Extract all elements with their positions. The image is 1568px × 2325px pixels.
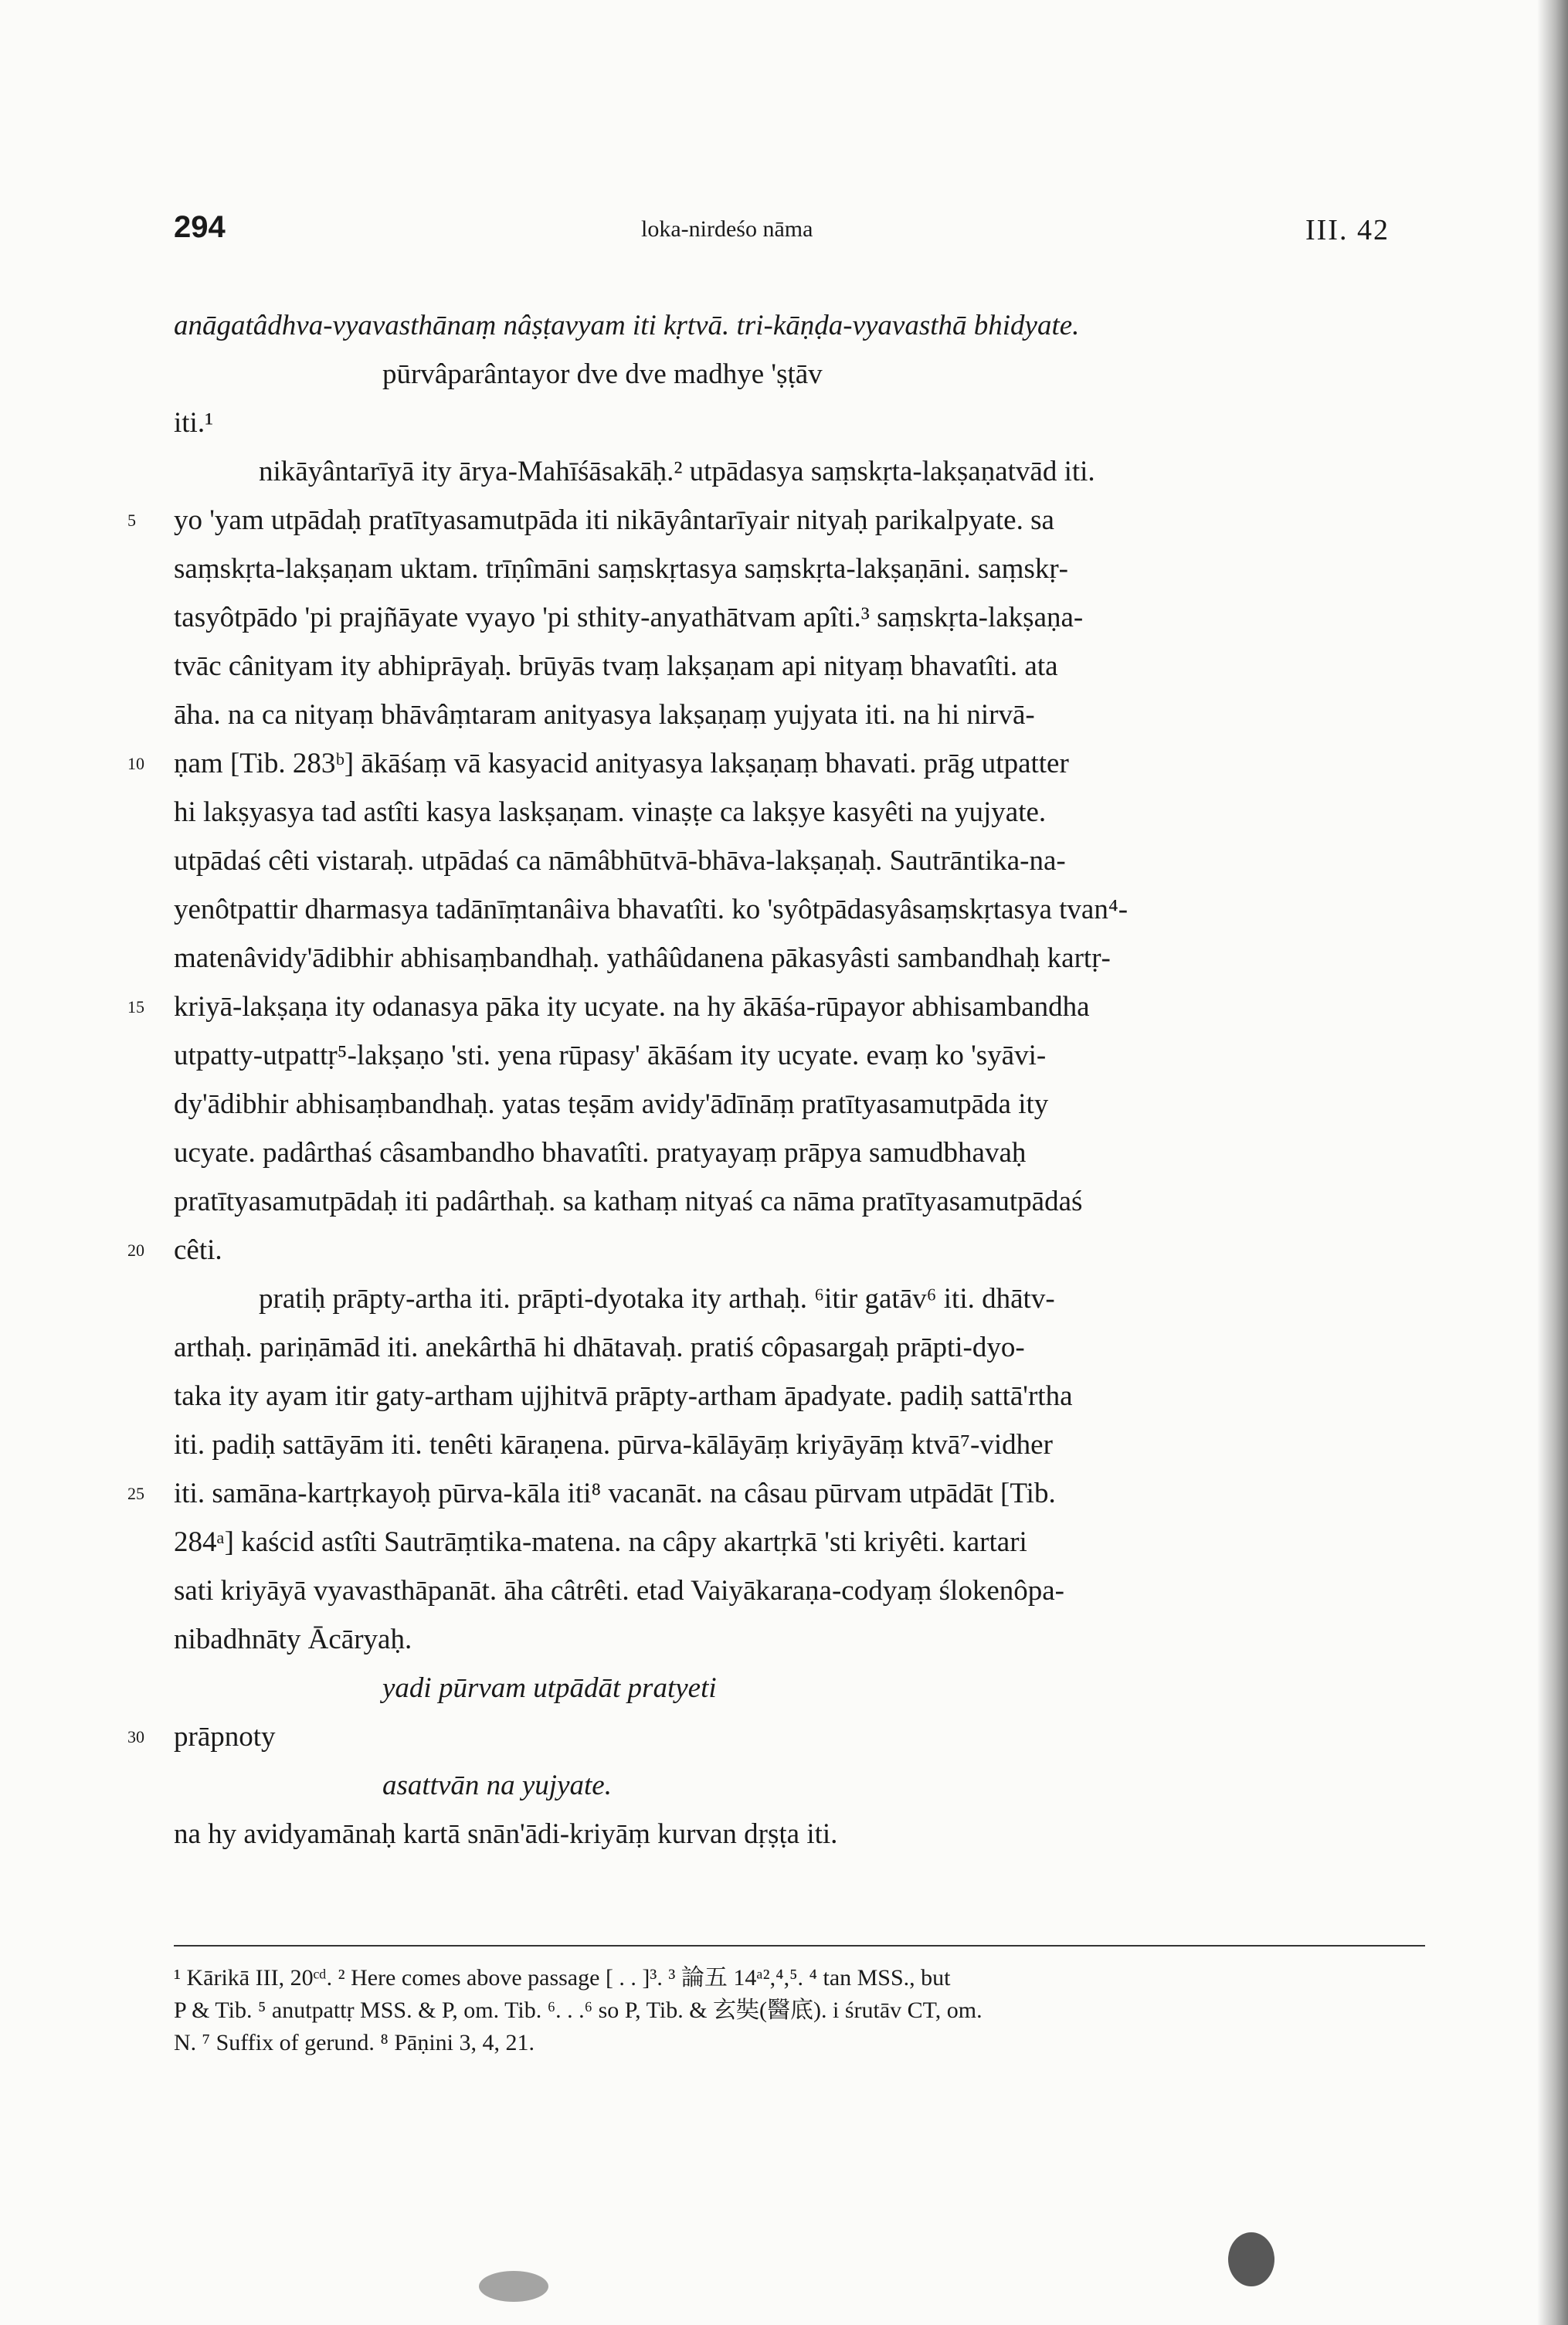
line-text: āha. na ca nityaṃ bhāvâṃtaram anityasya lakṣaṇaṃ yujyata iti. na hi nirvā-	[174, 699, 1035, 731]
line-number: 10	[127, 754, 144, 773]
line-text: hi lakṣyasya tad astîti kasya laskṣaṇam. vinaṣṭe ca lakṣye kasyêti na yujyate.	[174, 796, 1047, 828]
line-text: ucyate. padârthaś câsambandho bhavatîti. pratyayaṃ prāpya samudbhavaḥ	[174, 1137, 1027, 1169]
line-text: ṇam [Tib. 283ᵇ] ākāśaṃ vā kasyacid anityasya lakṣaṇaṃ bhavati. prāg utpatter	[174, 748, 1069, 779]
line-text: asattvān na yujyate.	[382, 1770, 612, 1801]
line-text: utpādaś cêti vistaraḥ. utpādaś ca nāmâbhūtvā-bhāva-lakṣaṇaḥ. Sautrāntika-na-	[174, 845, 1066, 877]
line-number: 15	[127, 997, 144, 1017]
page-edge-shadow	[1537, 0, 1568, 2325]
text-line	[174, 1129, 1425, 1177]
footnote-line: ¹ Kārikā III, 20ᶜᵈ. ² Here comes above passage [ . . ]³. ³ 論五 14ᵃ²,⁴,⁵. ⁴ tan MSS., but	[174, 1965, 951, 1991]
text-line	[174, 691, 1425, 739]
line-text: matenâvidy'ādibhir abhisaṃbandhaḥ. yathâûdanena pākasyâsti sambandhaḥ kartṛ-	[174, 942, 1111, 974]
line-text: iti. samāna-kartṛkayoḥ pūrva-kāla iti⁸ vacanāt. na câsau pūrvam utpādāt [Tib.	[174, 1478, 1056, 1509]
line-number: 25	[127, 1484, 144, 1503]
line-text: na hy avidyamānaḥ kartā snān'ādi-kriyāṃ kurvan dṛṣṭa iti.	[174, 1818, 838, 1850]
text-line	[174, 1420, 1425, 1469]
line-number: 5	[127, 511, 136, 530]
main-text	[127, 301, 1425, 1858]
text-line	[174, 1080, 1425, 1129]
running-title: loka-nirdeśo nāma	[641, 216, 813, 242]
text-line	[174, 1323, 1425, 1372]
line-text: iti.¹	[174, 407, 214, 439]
line-text: kriyā-lakṣaṇa ity odanasya pāka ity ucyate. na hy ākāśa-rūpayor abhisambandha	[174, 991, 1090, 1023]
text-line	[174, 301, 1425, 350]
line-text: utpatty-utpattṛ⁵-lakṣaṇo 'sti. yena rūpasy' ākāśam ity ucyate. evaṃ ko 'syāvi-	[174, 1040, 1047, 1071]
line-text: tvāc cânityam ity abhiprāyaḥ. brūyās tvaṃ lakṣaṇam api nityaṃ bhavatîti. ata	[174, 650, 1058, 682]
line-text: iti. padiḥ sattāyām iti. tenêti kāraṇena. pūrva-kālāyāṃ kriyāyāṃ ktvā⁷-vidher	[174, 1429, 1053, 1461]
text-line	[127, 739, 1425, 788]
text-line	[174, 788, 1425, 837]
text-line	[174, 837, 1425, 885]
line-text: tasyôtpādo 'pi prajñāyate vyayo 'pi sthity-anyathātvam apîti.³ saṃskṛta-lakṣaṇa-	[174, 602, 1084, 633]
line-text: yadi pūrvam utpādāt pratyeti	[382, 1672, 717, 1704]
text-line	[174, 885, 1425, 934]
text-line	[174, 1518, 1425, 1566]
footnote-rule	[174, 1945, 1425, 1947]
text-line	[174, 934, 1425, 983]
line-text: saṃskṛta-lakṣaṇam uktam. trīṇîmāni saṃskṛtasya saṃskṛta-lakṣaṇāni. saṃskṛ-	[174, 553, 1069, 585]
text-line	[174, 1615, 1425, 1664]
text-line	[174, 1275, 1425, 1323]
text-line	[174, 447, 1425, 496]
text-line	[174, 642, 1425, 691]
text-line	[127, 1469, 1425, 1518]
text-line	[174, 350, 1425, 399]
line-text: yenôtpattir dharmasya tadānīṃtanâiva bhavatîti. ko 'syôtpādasyâsaṃskṛtasya tvan⁴-	[174, 894, 1128, 925]
line-text: taka ity ayam itir gaty-artham ujjhitvā prāpty-artham āpadyate. padiḥ sattā'rtha	[174, 1380, 1073, 1412]
ink-blot	[1228, 2232, 1274, 2286]
line-text: nikāyântarīyā ity ārya-Mahīśāsakāḥ.² utpādasya saṃskṛta-lakṣaṇatvād iti.	[259, 456, 1095, 487]
text-line	[127, 496, 1425, 545]
text-line	[174, 1372, 1425, 1420]
line-text: arthaḥ. pariṇāmād iti. anekârthā hi dhātavaḥ. pratiś côpasargaḥ prāpti-dyo-	[174, 1332, 1025, 1363]
ink-blot	[479, 2271, 548, 2302]
line-text: yo 'yam utpādaḥ pratītyasamutpāda iti nikāyântarīyair nityaḥ parikalpyate. sa	[174, 504, 1054, 536]
page-header	[0, 210, 1568, 264]
line-text: prāpnoty	[174, 1721, 276, 1753]
text-line	[174, 1761, 1425, 1810]
footnotes	[174, 1962, 1425, 2059]
line-text: cêti.	[174, 1234, 222, 1266]
text-line	[174, 545, 1425, 593]
line-text: 284ᵃ] kaścid astîti Sautrāṃtika-matena. na câpy akartṛkā 'sti kriyêti. kartari	[174, 1526, 1027, 1558]
text-line	[127, 1712, 1425, 1761]
line-text: pratītyasamutpādaḥ iti padârthaḥ. sa kathaṃ nityaś ca nāma pratītyasamutpādaś	[174, 1186, 1083, 1217]
section-reference: III. 42	[1305, 214, 1390, 246]
line-number: 20	[127, 1241, 144, 1260]
line-text: sati kriyāyā vyavasthāpanāt. āha câtrêti. etad Vaiyākaraṇa-codyaṃ ślokenôpa-	[174, 1575, 1064, 1607]
footnote-line: P & Tib. ⁵ anutpattṛ MSS. & P, om. Tib. ⁶. . .⁶ so P, Tib. & 玄奘(醫底). i śrutāv CT, om.	[174, 1997, 983, 2023]
text-line	[174, 1031, 1425, 1080]
text-line	[174, 399, 1425, 447]
text-line	[174, 593, 1425, 642]
line-text: pūrvâparântayor dve dve madhye 'ṣṭāv	[382, 358, 823, 390]
line-text: pratiḥ prāpty-artha iti. prāpti-dyotaka ity arthaḥ. ⁶itir gatāv⁶ iti. dhātv-	[259, 1283, 1055, 1315]
text-line	[174, 1566, 1425, 1615]
footnote-line: N. ⁷ Suffix of gerund. ⁸ Pāṇini 3, 4, 21.	[174, 2030, 535, 2055]
line-text: anāgatâdhva-vyavasthānaṃ nâṣṭavyam iti kṛtvā. tri-kāṇḍa-vyavasthā bhidyate.	[174, 310, 1080, 341]
line-text: nibadhnāty Ācāryaḥ.	[174, 1624, 412, 1655]
text-line	[174, 1664, 1425, 1712]
text-line	[174, 1177, 1425, 1226]
page-number: 294	[174, 210, 226, 244]
text-line	[127, 983, 1425, 1031]
line-text: dy'ādibhir abhisaṃbandhaḥ. yatas teṣām avidy'ādīnāṃ pratītyasamutpāda ity	[174, 1088, 1049, 1120]
line-number: 30	[127, 1727, 144, 1746]
text-line	[174, 1810, 1425, 1858]
text-line	[127, 1226, 1425, 1275]
